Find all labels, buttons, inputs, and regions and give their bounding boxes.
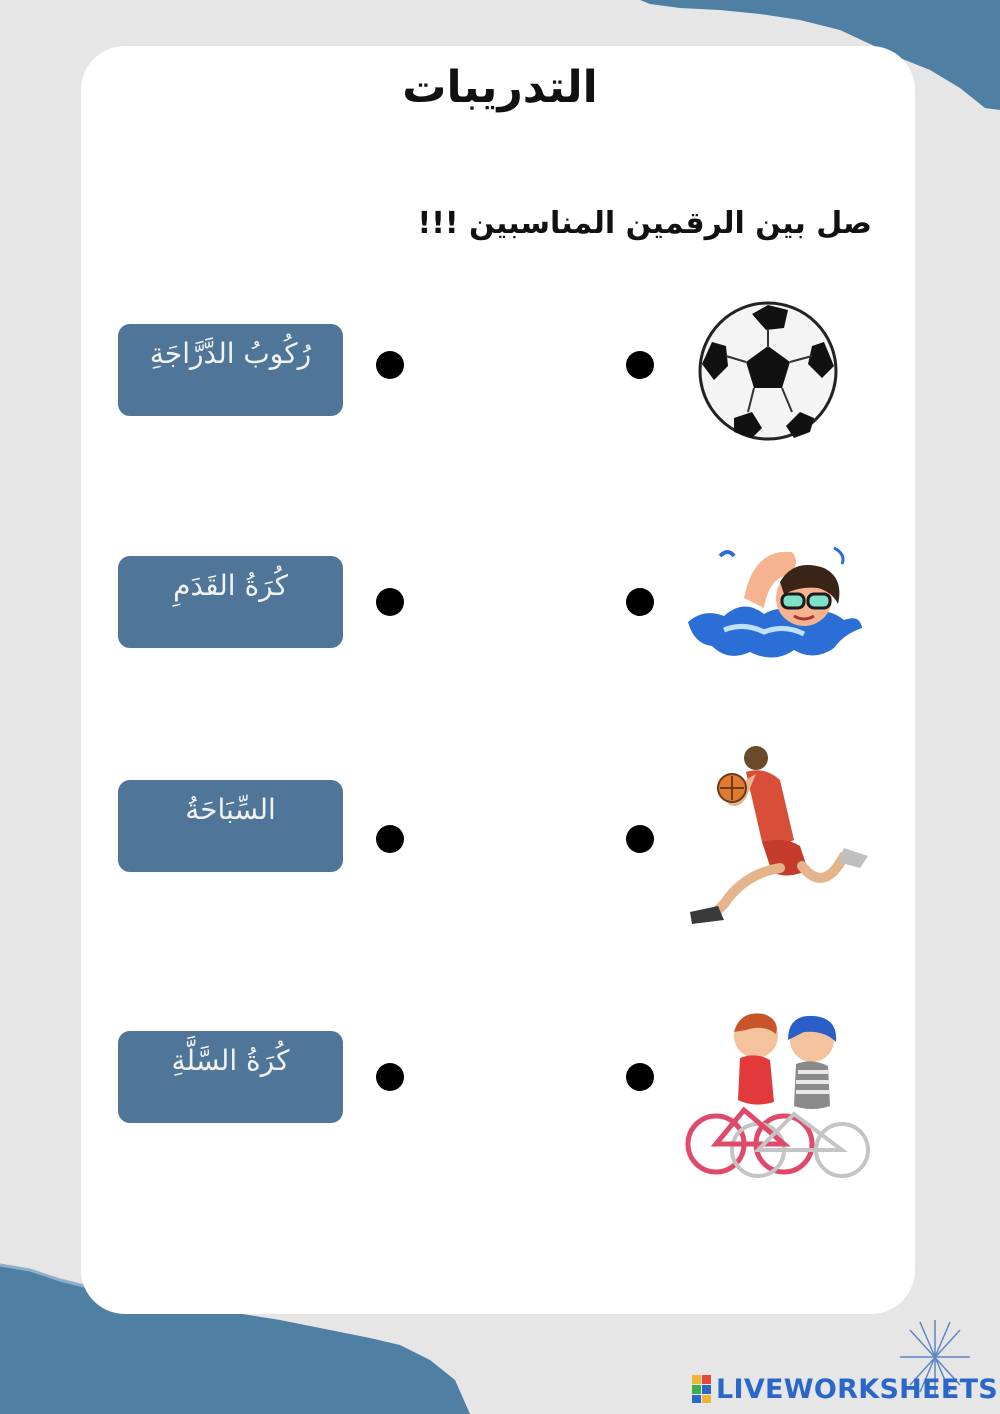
basketball-player-icon [684, 744, 874, 934]
swimmer-icon [684, 538, 864, 666]
cyclists-icon [684, 1010, 874, 1180]
label-box-basketball: كُرَةُ السَّلَّةِ [118, 1031, 343, 1123]
match-dot-left-4[interactable] [376, 1063, 404, 1091]
label-box-swimming: السِّبَاحَةُ [118, 780, 343, 872]
brand-name: LIVEWORKSHEETS [716, 1373, 999, 1405]
match-dot-left-3[interactable] [376, 825, 404, 853]
match-dot-right-1[interactable] [626, 351, 654, 379]
label-box-football: كُرَةُ القَدَمِ [118, 556, 343, 648]
match-dot-right-2[interactable] [626, 588, 654, 616]
label-box-cycling: رُكُوبُ الدَّرَّاجَةِ [118, 324, 343, 416]
page-title: التدريبات [402, 62, 598, 113]
instruction-text: صل بين الرقمين المناسبين !!! [417, 206, 872, 241]
match-dot-right-4[interactable] [626, 1063, 654, 1091]
brand-footer [692, 1372, 998, 1406]
soccer-ball-icon [696, 300, 840, 442]
match-dot-left-2[interactable] [376, 588, 404, 616]
match-dot-right-3[interactable] [626, 825, 654, 853]
liveworksheets-logo-icon [692, 1375, 712, 1403]
match-dot-left-1[interactable] [376, 351, 404, 379]
